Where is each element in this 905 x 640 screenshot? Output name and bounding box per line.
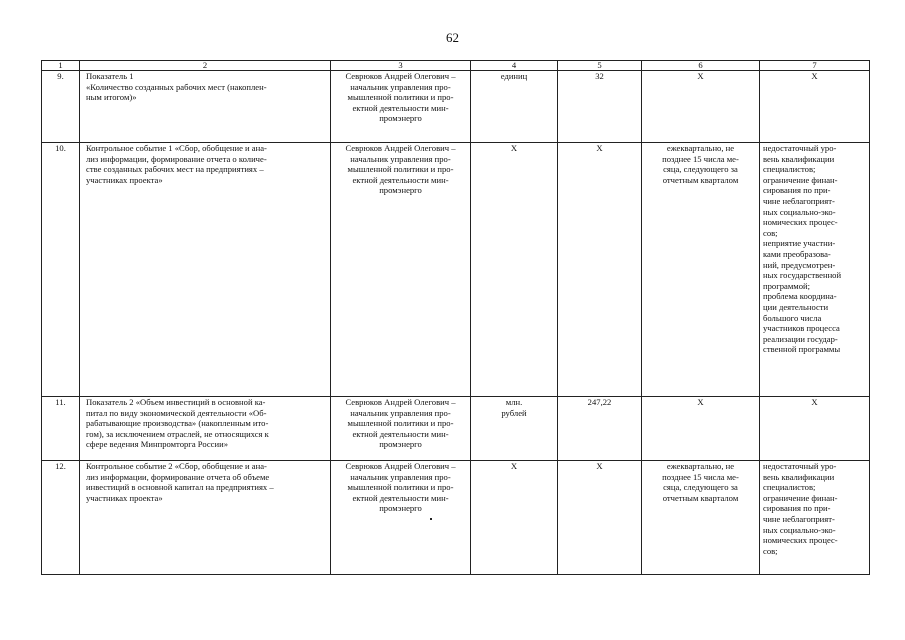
column-header: 6 bbox=[642, 61, 760, 71]
unit: X bbox=[471, 461, 558, 575]
responsible-person: Севрюков Андрей Олегович – начальник управления про- мышленной политики и про- ектной деятельности мин- промэнерго bbox=[331, 461, 471, 575]
responsible-person: Севрюков Андрей Олегович – начальник управления про- мышленной политики и про- ектной деятельности мин- промэнерго bbox=[331, 143, 471, 397]
column-header: 1 bbox=[42, 61, 80, 71]
page-number: 62 bbox=[446, 30, 459, 45]
table-row bbox=[42, 71, 870, 143]
value: X bbox=[558, 143, 642, 397]
value: 32 bbox=[558, 71, 642, 143]
column-header: 7 bbox=[760, 61, 870, 71]
column-number-row bbox=[42, 61, 870, 71]
item-name: Показатель 1 «Количество созданных рабочих мест (накоплен- ным итогом)» bbox=[80, 71, 331, 143]
unit: млн. рублей bbox=[471, 397, 558, 461]
column-header: 2 bbox=[80, 61, 331, 71]
risks: недостаточный уро- вень квалификации специалистов; ограничение финан- сирования по при- чине неблагоприят- ных социально-эко- номических процес- сов; неприятие участни- ками преобразова- ний, предусмотрен- ных государственной программой; проблема координа- ции деятельности большого числа участников процесса реализации государ- ственной программы bbox=[760, 143, 870, 397]
unit: X bbox=[471, 143, 558, 397]
table-row bbox=[42, 143, 870, 397]
risks: X bbox=[760, 397, 870, 461]
deadline: X bbox=[642, 71, 760, 143]
item-name: Показатель 2 «Объем инвестиций в основной ка- питал по виду экономической деятельности «Об- рабатывающие производства» (накопленным ито- гом), за исключением отраслей, не относящихся к сфере ведения Минпромторга России» bbox=[80, 397, 331, 461]
risks: недостаточный уро- вень квалификации специалистов; ограничение финан- сирования по при- чине неблагоприят- ных социально-эко- номических процес- сов; bbox=[760, 461, 870, 575]
deadline: ежеквартально, не позднее 15 числа ме- сяца, следующего за отчетным кварталом bbox=[642, 143, 760, 397]
row-number: 12. bbox=[42, 461, 80, 575]
row-number: 11. bbox=[42, 397, 80, 461]
responsible-person: Севрюков Андрей Олегович – начальник управления про- мышленной политики и про- ектной деятельности мин- промэнерго bbox=[331, 71, 471, 143]
value: X bbox=[558, 461, 642, 575]
value: 247,22 bbox=[558, 397, 642, 461]
row-number: 9. bbox=[42, 71, 80, 143]
column-header: 4 bbox=[471, 61, 558, 71]
responsible-person: Севрюков Андрей Олегович – начальник управления про- мышленной политики и про- ектной деятельности мин- промэнерго bbox=[331, 397, 471, 461]
column-header: 3 bbox=[331, 61, 471, 71]
item-name: Контрольное событие 1 «Сбор, обобщение и ана- лиз информации, формирование отчета о количе- стве созданных рабочих мест на предприятиях – участниках проекта» bbox=[80, 143, 331, 397]
table-row bbox=[42, 397, 870, 461]
table-row bbox=[42, 461, 870, 575]
item-name: Контрольное событие 2 «Сбор, обобщение и ана- лиз информации, формирование отчета об объеме инвестиций в основной капитал на предприятиях – участниках проекта» bbox=[80, 461, 331, 575]
risks: X bbox=[760, 71, 870, 143]
indicators-table bbox=[41, 60, 870, 575]
ink-mark bbox=[430, 518, 432, 520]
column-header: 5 bbox=[558, 61, 642, 71]
deadline: ежеквартально, не позднее 15 числа ме- сяца, следующего за отчетным кварталом bbox=[642, 461, 760, 575]
row-number: 10. bbox=[42, 143, 80, 397]
unit: единиц bbox=[471, 71, 558, 143]
deadline: X bbox=[642, 397, 760, 461]
